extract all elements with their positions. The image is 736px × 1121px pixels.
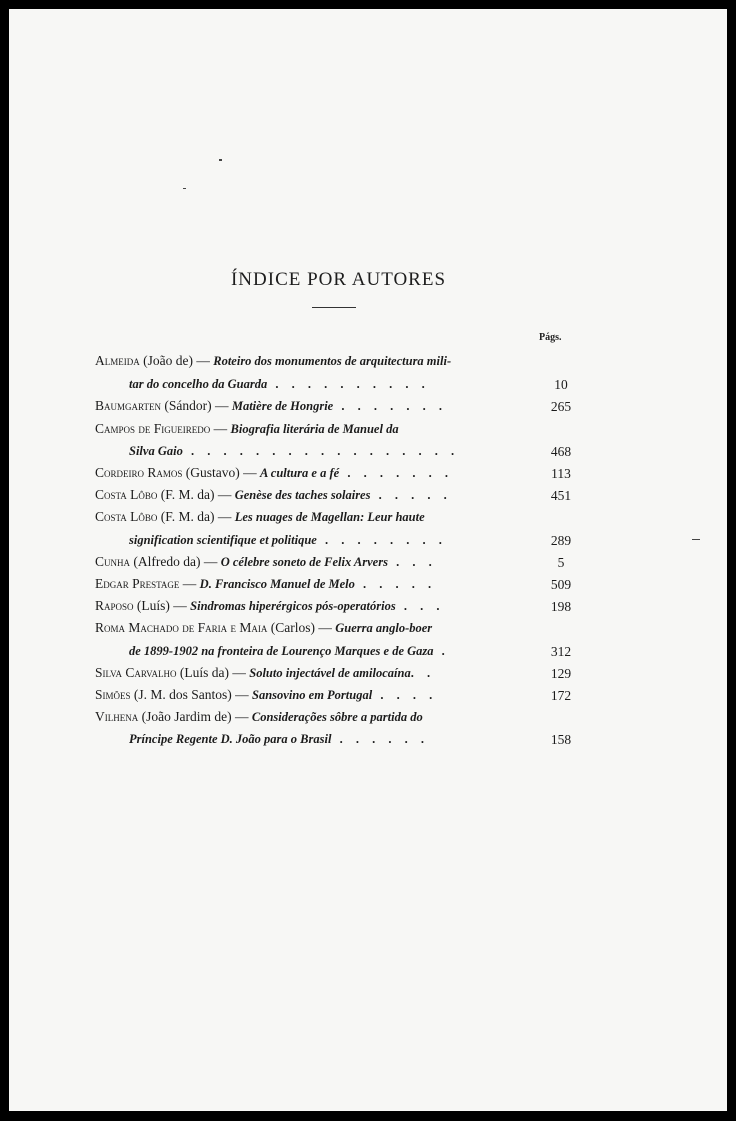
index-entry-line [95, 552, 525, 572]
leader-dots: . . . . . . . . . . . . . . . . . [182, 444, 460, 458]
scan-speck [183, 188, 186, 189]
entry-separator: — [200, 554, 221, 569]
leader-dots: . . . . . . . . . . [267, 377, 430, 391]
entry-surname: Edgar Prestage [95, 576, 180, 591]
entry-page-number: 312 [550, 644, 572, 659]
entry-page-number: 198 [550, 599, 572, 614]
index-entry-line [95, 507, 525, 527]
entry-work-title-cont: signification scientifique et politique [129, 533, 317, 547]
index-entry-line [129, 641, 525, 661]
entry-first-name: (Luís) [136, 598, 170, 613]
entry-work-title-cont: Príncipe Regente D. João para o Brasil [129, 732, 332, 746]
author-index-list [9, 9, 727, 1111]
entry-work-title: Guerra anglo-boer [335, 621, 433, 635]
entry-first-name: (Luís da) [179, 665, 229, 680]
entry-surname: Vilhena [95, 709, 139, 724]
index-entry-line [95, 485, 525, 505]
entry-separator: — [192, 353, 214, 368]
scan-speck [219, 159, 222, 161]
entry-work-title: O célebre soneto de Felix Arvers [220, 555, 388, 569]
entry-first-name: (Alfredo da) [133, 554, 201, 569]
entry-first-name: (Sándor) [164, 398, 212, 413]
entry-work-title: Sansovino em Portugal [252, 688, 373, 702]
entry-separator: — [214, 509, 235, 524]
entry-work-title: Matière de Hongrie [231, 399, 334, 413]
entry-first-name: (F. M. da) [160, 487, 215, 502]
entry-separator: — [169, 598, 191, 613]
entry-surname: Almeida [95, 353, 140, 368]
index-entry-line [129, 441, 525, 461]
index-entry-line [129, 729, 525, 749]
entry-work-title: Soluto injectável de amilocaína [249, 666, 411, 680]
index-entry-line [95, 596, 525, 616]
scan-speck [692, 539, 700, 540]
entry-surname: Baumgarten [95, 398, 161, 413]
entry-first-name: (João Jardim de) [141, 709, 232, 724]
index-entry-line [95, 351, 525, 371]
entry-surname: Silva Carvalho [95, 665, 177, 680]
entry-page-number: 468 [550, 444, 572, 459]
entry-page-number: 10 [554, 377, 568, 392]
entry-page-number: 172 [550, 688, 572, 703]
leader-dots: . . . . . . . . [316, 533, 447, 547]
leader-dots: . [433, 644, 450, 658]
entry-work-title: Sindromas hiperérgicos pós-operatórios [190, 599, 396, 613]
entry-separator: — [231, 687, 253, 702]
leader-dots: . . . . [372, 688, 438, 702]
leader-dots: . . [410, 666, 436, 680]
entry-page-number: 129 [550, 666, 572, 681]
entry-first-name: (João de) [143, 353, 193, 368]
leader-dots: . . . . . . . [339, 466, 453, 480]
document-page [9, 9, 727, 1111]
entry-separator: — [211, 398, 232, 413]
entry-first-name: (Gustavo) [185, 465, 240, 480]
entry-first-name: (F. M. da) [160, 509, 215, 524]
entry-work-title-cont: tar do concelho da Guarda [129, 377, 268, 391]
entry-work-title: Considerações sôbre a partida do [251, 710, 423, 724]
leader-dots: . . . . . . . [333, 399, 447, 413]
entry-work-title: Biografia literária de Manuel da [230, 422, 399, 436]
entry-page-number: 158 [550, 732, 572, 747]
entry-work-title: Roteiro dos monumentos de arquitectura mili- [213, 354, 452, 368]
entry-surname: Campos de Figueiredo [95, 421, 211, 436]
entry-surname: Costa Lôbo [95, 509, 158, 524]
entry-separator: — [179, 576, 200, 591]
entry-work-title: Les nuages de Magellan: Leur haute [234, 510, 425, 524]
leader-dots: . . . [395, 599, 445, 613]
entry-surname: Cunha [95, 554, 131, 569]
entry-surname: Costa Lôbo [95, 487, 158, 502]
leader-dots: . . . . . [370, 488, 452, 502]
entry-work-title-cont: de 1899-1902 na fronteira de Lourenço Marques e de Gaza [129, 644, 434, 658]
leader-dots: . . . . . . [331, 732, 429, 746]
entry-separator: — [315, 620, 336, 635]
entry-surname: Simões [95, 687, 131, 702]
entry-page-number: 289 [550, 533, 572, 548]
pages-column-label: Págs. [539, 332, 562, 343]
index-entry-line [95, 574, 525, 594]
entry-work-title: Genèse des taches solaires [234, 488, 371, 502]
entry-work-title: A cultura e a fé [260, 466, 340, 480]
entry-first-name: (Carlos) [270, 620, 316, 635]
index-entry-line [95, 419, 525, 439]
index-entry-line [95, 685, 525, 705]
entry-work-title-cont: Silva Gaio [129, 444, 183, 458]
index-entry-line [95, 707, 525, 727]
entry-separator: — [210, 421, 231, 436]
entry-surname: Roma Machado de Faria e Maia [95, 620, 268, 635]
index-entry-line [129, 530, 525, 550]
entry-separator: — [239, 465, 261, 480]
entry-page-number: 509 [550, 577, 572, 592]
index-entry-line [129, 374, 525, 394]
entry-work-title: D. Francisco Manuel de Melo [199, 577, 355, 591]
entry-page-number: 451 [550, 488, 572, 503]
index-entry-line [95, 663, 525, 683]
entry-page-number: 265 [550, 399, 572, 414]
index-entry-line [95, 618, 525, 638]
leader-dots: . . . [387, 555, 437, 569]
entry-surname: Raposo [95, 598, 134, 613]
entry-page-number: 113 [551, 466, 571, 481]
entry-separator: — [231, 709, 252, 724]
index-entry-line [95, 463, 525, 483]
index-entry-line [95, 396, 525, 416]
entry-separator: — [214, 487, 235, 502]
entry-page-number: 5 [557, 555, 565, 570]
entry-first-name: (J. M. dos Santos) [133, 687, 232, 702]
leader-dots: . . . . . [354, 577, 437, 591]
entry-surname: Cordeiro Ramos [95, 465, 183, 480]
entry-separator: — [229, 665, 250, 680]
page-title: ÍNDICE POR AUTORES [230, 269, 447, 290]
